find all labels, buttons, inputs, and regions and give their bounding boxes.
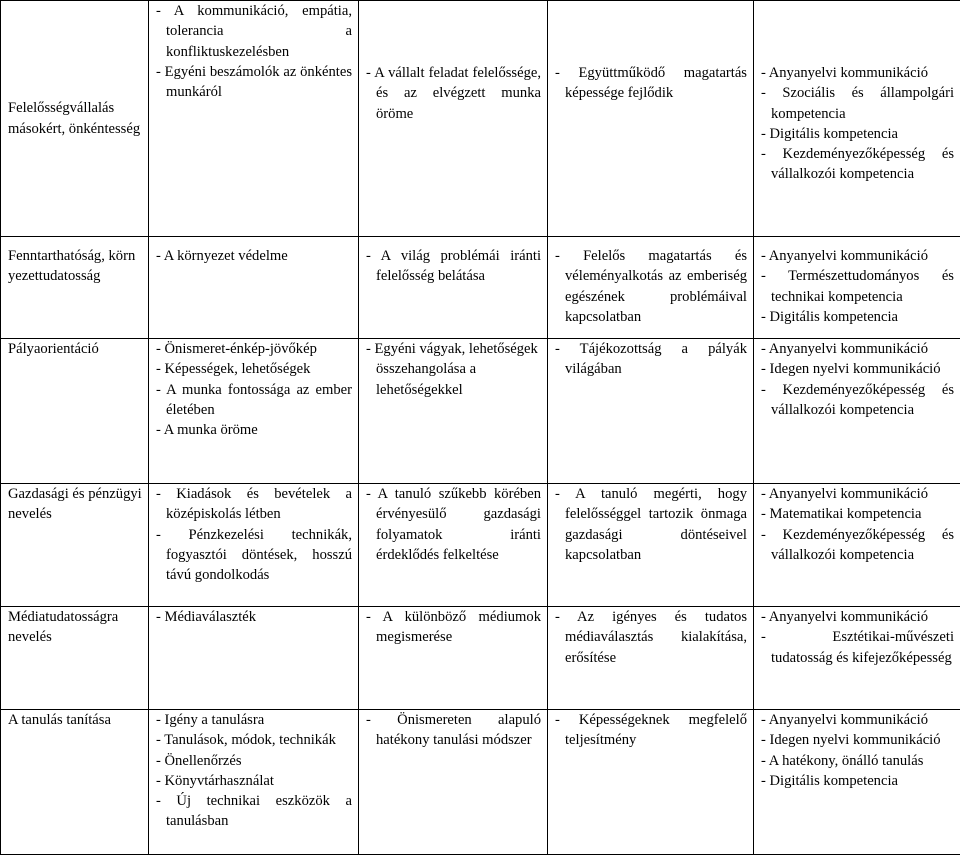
value-item: - A tanuló szűkebb körében érvényesülő gazdasági folyamatok iránti érdeklődés felkeltése	[366, 486, 541, 563]
topic-cell	[1, 607, 149, 710]
topic-label: Fenntarthatóság, környezettudatosság	[8, 248, 136, 285]
activities-cell	[149, 237, 359, 339]
outcome-item: - Képességeknek megfelelő teljesítmény	[555, 712, 747, 749]
values-cell	[359, 710, 548, 855]
competence-item: - Anyanyelvi kommunikáció	[761, 341, 928, 357]
competence-item: - Anyanyelvi kommunikáció	[761, 65, 928, 81]
competences-cell	[754, 607, 960, 710]
activity-item: - A környezet védelme	[156, 248, 288, 264]
activity-item: - Képességek, lehetőségek	[156, 361, 311, 378]
activity-item: - Önismeret-énkép-jövőkép	[156, 341, 317, 357]
competence-item: - Digitális kompetencia	[761, 308, 898, 325]
activities-cell	[149, 484, 359, 607]
competence-item: - Természettudományos és technikai kompetencia	[761, 268, 954, 305]
activity-item: - Igény a tanulásra	[156, 712, 265, 728]
table-row	[1, 1, 960, 237]
activities-cell	[149, 339, 359, 484]
value-item: - A különböző médiumok megismerése	[366, 609, 541, 646]
competence-item: - Esztétikai-művészeti tudatosság és kifejezőképesség	[761, 629, 954, 666]
activities-cell	[149, 1, 359, 237]
competence-item: - Digitális kompetencia	[761, 772, 898, 789]
competence-item: - Digitális kompetencia	[761, 125, 898, 142]
values-cell	[359, 1, 548, 237]
activity-item: - Új technikai eszközök a tanulásban	[156, 793, 352, 830]
activity-item: - Pénzkezelési technikák, fogyasztói döntések, hosszú távú gondolkodás	[156, 526, 352, 584]
outcome-item: - Felelős magatartás és véleményalkotás az emberiség egészének problémáival kapcsolatban	[555, 248, 747, 325]
activity-item: - A kommunikáció, empátia, tolerancia a konfliktuskezelésben	[156, 3, 352, 60]
competence-item: - Idegen nyelvi kommunikáció	[761, 361, 941, 378]
competence-item: - Anyanyelvi kommunikáció	[761, 248, 928, 264]
competence-item: - Anyanyelvi kommunikáció	[761, 609, 928, 625]
activity-item: - Kiadások és bevételek a középiskolás létben	[156, 486, 352, 523]
table-row	[1, 607, 960, 710]
outcomes-cell	[548, 484, 754, 607]
values-cell	[359, 237, 548, 339]
competence-item: - A hatékony, önálló tanulás	[761, 752, 924, 769]
competence-item: - Kezdeményezőképesség és vállalkozói kompetencia	[761, 526, 954, 563]
outcomes-cell	[548, 339, 754, 484]
topic-label: Gazdasági és pénzügyi nevelés	[8, 486, 142, 523]
topic-label: A tanulás tanítása	[8, 712, 111, 728]
outcomes-cell	[548, 607, 754, 710]
competence-item: - Anyanyelvi kommunikáció	[761, 486, 928, 502]
competences-cell	[754, 1, 960, 237]
activity-item: - A munka öröme	[156, 422, 258, 439]
topic-label: Médiatudatosságra nevelés	[8, 609, 119, 646]
activity-item: - Tanulások, módok, technikák	[156, 732, 336, 749]
competences-cell	[754, 484, 960, 607]
values-cell	[359, 484, 548, 607]
activities-cell	[149, 710, 359, 855]
topic-cell	[1, 237, 149, 339]
activity-item: - Önellenőrzés	[156, 752, 242, 769]
table-row	[1, 237, 960, 339]
values-cell	[359, 339, 548, 484]
outcomes-cell	[548, 710, 754, 855]
outcome-item: - Tájékozottság a pályák világában	[555, 341, 747, 378]
activity-item: - A munka fontossága az ember életében	[156, 381, 352, 418]
topic-cell	[1, 339, 149, 484]
topic-label: Pályaorientáció	[8, 341, 99, 357]
value-item: - A vállalt feladat felelőssége, és az elvégzett munka öröme	[366, 65, 541, 122]
competence-item: - Idegen nyelvi kommunikáció	[761, 732, 941, 749]
competence-item: - Matematikai kompetencia	[761, 506, 922, 523]
competence-item: - Anyanyelvi kommunikáció	[761, 712, 928, 728]
competence-item: - Kezdeményezőképesség és vállalkozói kompetencia	[761, 146, 954, 183]
outcome-item: - Együttműködő magatartás képessége fejlődik	[555, 65, 747, 102]
outcomes-cell	[548, 1, 754, 237]
activity-item: - Könyvtárhasználat	[156, 772, 274, 789]
activity-item: - Egyéni beszámolók az önkéntes munkáról	[156, 63, 352, 101]
activities-cell	[149, 607, 359, 710]
value-item: - Önismereten alapuló hatékony tanulási módszer	[366, 712, 541, 749]
competence-item: - Kezdeményezőképesség és vállalkozói kompetencia	[761, 381, 954, 418]
competence-item: - Szociális és állampolgári kompetencia	[761, 85, 954, 122]
outcome-item: - A tanuló megérti, hogy felelősséggel tartozik önmaga gazdasági döntéseivel kapcsolatban	[555, 486, 747, 563]
outcomes-cell	[548, 237, 754, 339]
competences-cell	[754, 339, 960, 484]
topic-cell	[1, 710, 149, 855]
competences-cell	[754, 710, 960, 855]
topic-cell	[1, 1, 149, 237]
activity-item: - Médiaválaszték	[156, 609, 257, 625]
value-item: - A világ problémái iránti felelősség belátása	[366, 248, 541, 285]
competences-cell	[754, 237, 960, 339]
value-item: - Egyéni vágyak, lehetőségek összehangolása a lehetőségekkel	[366, 341, 538, 398]
table-row	[1, 710, 960, 855]
table-row	[1, 339, 960, 484]
topic-label: Felelősségvállalás másokért, önkéntesség	[8, 100, 141, 137]
outcome-item: - Az igényes és tudatos médiaválasztás kialakítása, erősítése	[555, 609, 747, 666]
values-cell	[359, 607, 548, 710]
table-row	[1, 484, 960, 607]
topic-cell	[1, 484, 149, 607]
